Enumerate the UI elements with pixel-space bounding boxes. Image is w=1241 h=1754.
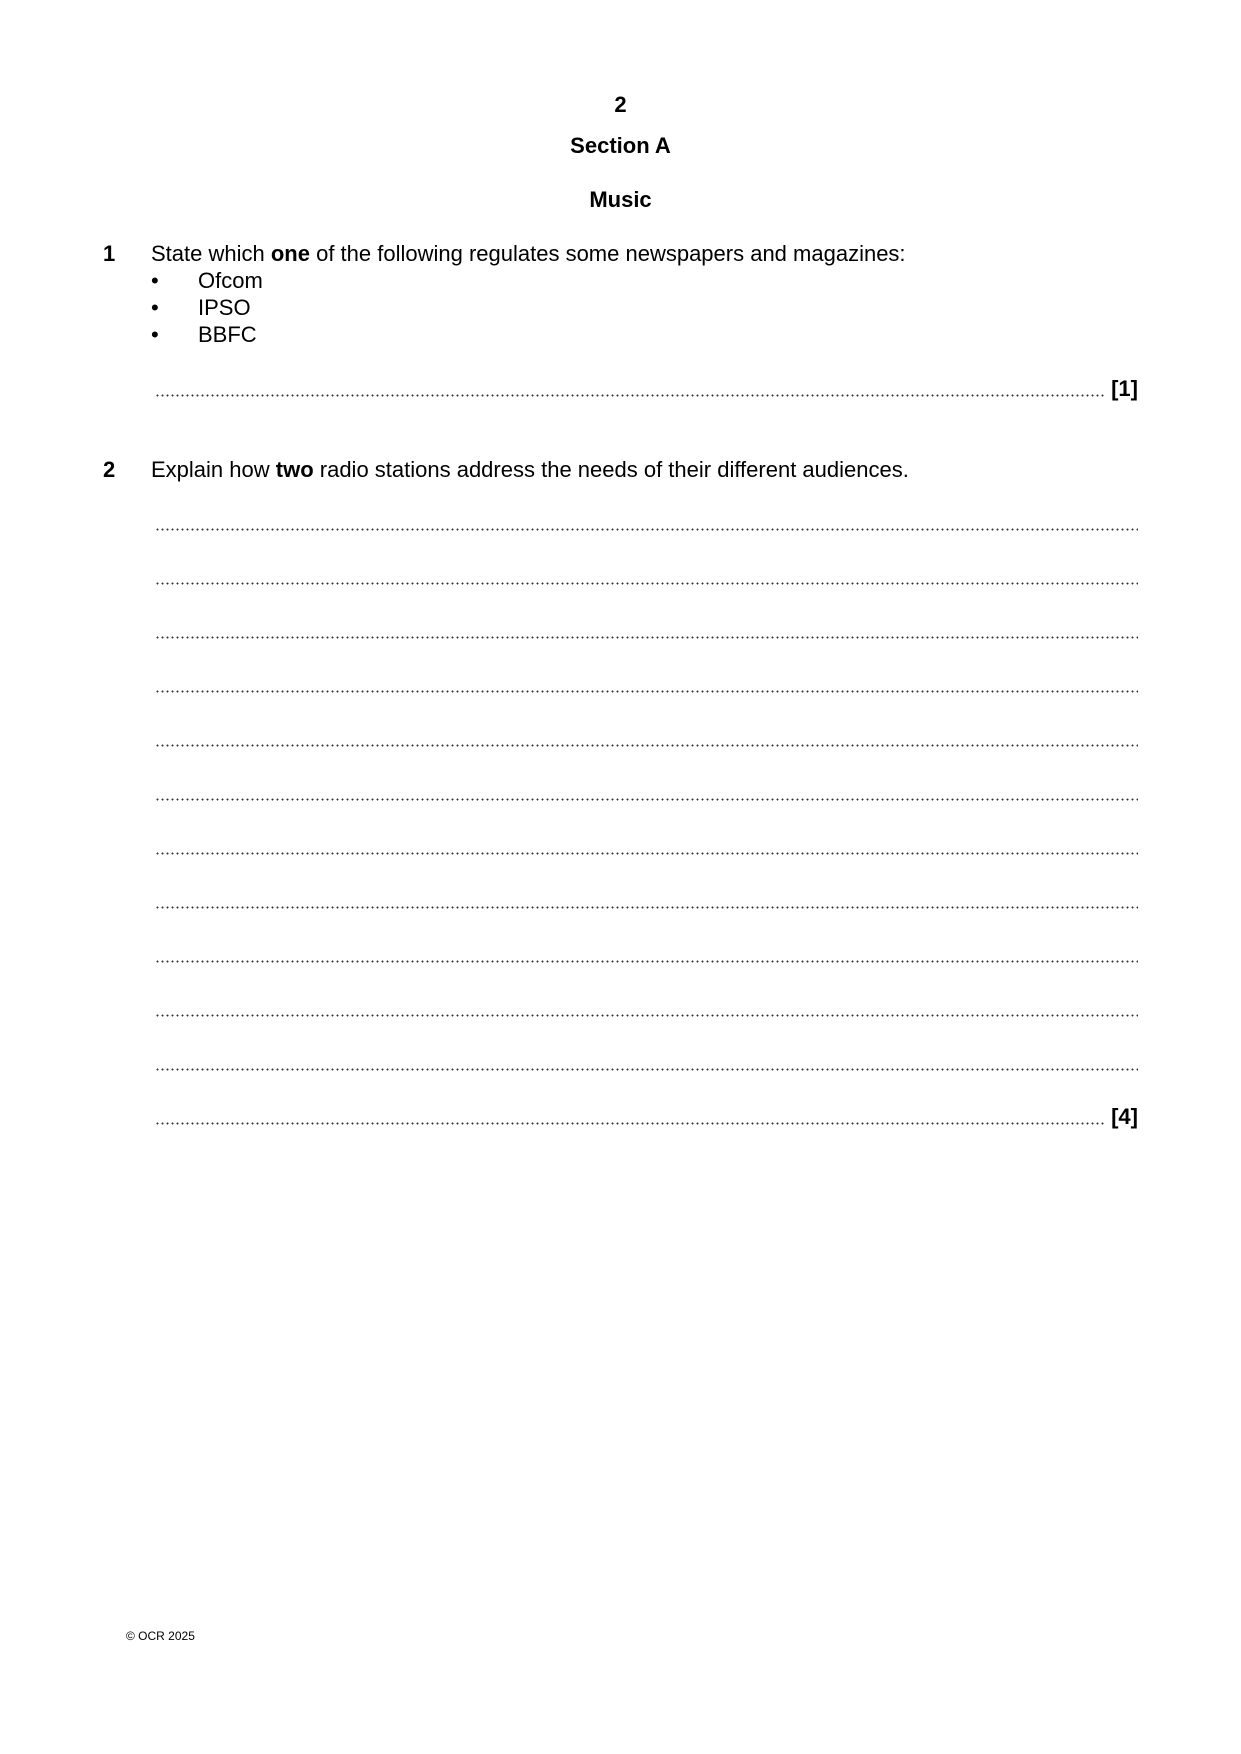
question-2-answer-line[interactable]: [155, 727, 1138, 751]
question-1-text-start: State which: [151, 241, 271, 266]
dotted-line: [155, 798, 1138, 801]
question-1-text-end: of the following regulates some newspapers and magazines:: [309, 241, 906, 266]
dotted-line: [155, 1014, 1138, 1017]
question-1-number: 1: [103, 241, 116, 266]
dotted-line: [155, 636, 1138, 639]
question-2-answer-line[interactable]: [155, 781, 1138, 805]
question-2-answer-line[interactable]: [155, 1051, 1138, 1075]
question-2-answer-line[interactable]: [155, 565, 1138, 589]
question-2-text-emphasis: two: [275, 457, 314, 482]
dotted-line: [155, 394, 1105, 397]
question-2-answer-line[interactable]: [155, 511, 1138, 535]
question-2-text-start: Explain how: [151, 457, 276, 482]
question-2-text-end: radio stations address the needs of their different audiences.: [313, 457, 909, 482]
copyright-footer: © OCR 2025: [126, 1629, 195, 1643]
option-bullet: •: [151, 322, 159, 347]
dotted-line: [155, 1122, 1105, 1125]
dotted-line: [155, 906, 1138, 909]
question-2-answer-line[interactable]: [155, 835, 1138, 859]
dotted-line: [155, 960, 1138, 963]
option-bullet: •: [151, 268, 159, 293]
question-2-answer-line[interactable]: [155, 943, 1138, 967]
question-2-text: [151, 457, 909, 483]
question-2-answer-line[interactable]: [155, 997, 1138, 1021]
question-2-answer-line[interactable]: [155, 889, 1138, 913]
dotted-line: [155, 744, 1138, 747]
question-2-answer-line[interactable]: [155, 619, 1138, 643]
question-1-text: [151, 241, 906, 267]
question-2-marks: [4]: [1111, 1104, 1138, 1129]
option-bullet: •: [151, 295, 159, 320]
dotted-line: [155, 1068, 1138, 1071]
question-1-text-emphasis: one: [270, 241, 310, 266]
dotted-line: [155, 528, 1138, 531]
question-2-answer-line[interactable]: [155, 673, 1138, 697]
option-bbfc: BBFC: [198, 322, 257, 347]
dotted-line: [155, 852, 1138, 855]
question-2-answer-line[interactable]: [155, 1105, 1138, 1129]
option-ofcom: Ofcom: [198, 268, 263, 293]
option-ipso: IPSO: [198, 295, 251, 320]
page-number: 2: [614, 92, 627, 117]
question-1-answer-line[interactable]: [155, 377, 1138, 401]
question-2-number: 2: [103, 457, 116, 482]
dotted-line: [155, 582, 1138, 585]
dotted-line: [155, 690, 1138, 693]
question-1-marks: [1]: [1111, 376, 1138, 401]
section-title: Section A: [570, 133, 671, 158]
section-subtitle: Music: [589, 187, 652, 212]
